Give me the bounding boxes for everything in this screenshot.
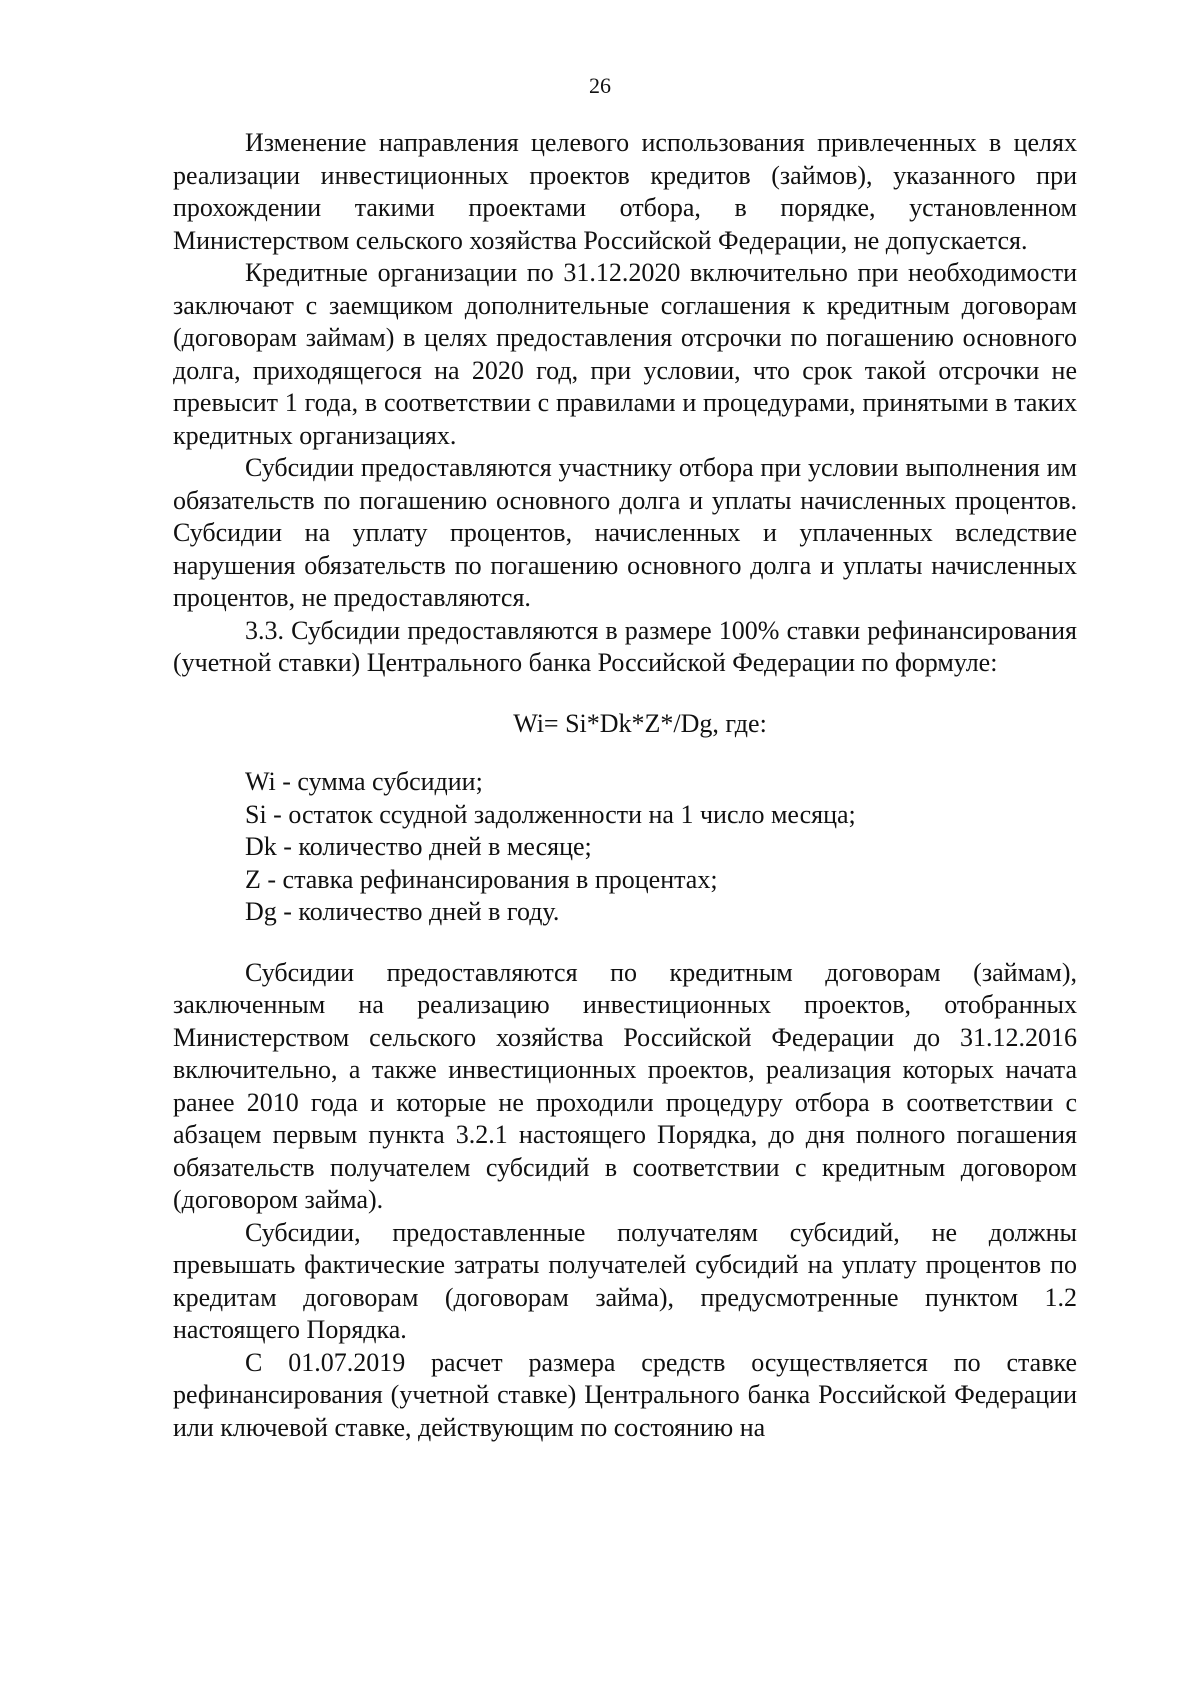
paragraph-target-use-change: Изменение направления целевого использования привлеченных в целях реализации инвестиционных проектов кредитов (займов), указанного при прохождении такими проектами отбора, в порядке, установленном Министерством сельского хозяйства Российской Федерации, не допускается.: [173, 128, 1077, 255]
paragraph-subsidy-conditions: Субсидии предоставляются участнику отбора при условии выполнения им обязательств по погашению основного долга и уплаты начисленных процентов. Субсидии на уплату процентов, начисленных и уплаченных вследствие нарушения обязательств по погашению основного долга и уплаты начисленных процентов, не предоставляются.: [173, 453, 1077, 612]
paragraph-rate-calculation: С 01.07.2019 расчет размера средств осуществляется по ставке рефинансирования (учетной ставке) Центрального банка Российской Федерации или ключевой ставке, действующим по состоянию на: [173, 1347, 1077, 1442]
definition-dk: Dk - количество дней в месяце;: [245, 832, 592, 861]
paragraph-section-3-3: 3.3. Субсидии предоставляются в размере 100% ставки рефинансирования (учетной ставки) Центрального банка Российской Федерации по формуле:: [173, 615, 1077, 677]
paragraph-eligible-contracts: Субсидии предоставляются по кредитным договорам (займам), заключенным на реализацию инвестиционных проектов, отобранных Министерством сельского хозяйства Российской Федерации до 31.12.2016 включительно, а также инвестиционных проектов, реализация которых начата ранее 2010 года и которые не проходили процедуру отбора в соответствии с абзацем первым пункта 3.2.1 настоящего Порядка, до дня полного погашения обязательств получателем субсидий в соответствии с кредитным договором (договором займа).: [173, 957, 1077, 1214]
definition-wi: Wi - сумма субсидии;: [245, 767, 483, 796]
definition-z: Z - ставка рефинансирования в процентах;: [245, 864, 718, 894]
paragraph-credit-deferral: Кредитные организации по 31.12.2020 включительно при необходимости заключают с заемщиком дополнительные соглашения к кредитным договорам (договорам займам) в целях предоставления отсрочки по погашению основного долга, приходящегося на 2020 год, при условии, что срок такой отсрочки не превысит 1 года, в соответствии с правилами и процедурами, принятыми в таких кредитных организациях.: [173, 258, 1077, 450]
subsidy-formula: Wi= Si*Dk*Z*/Dg, где:: [513, 708, 767, 738]
formula-definitions: [173, 766, 1077, 929]
document-body: [173, 127, 1077, 1444]
page-number: 26: [589, 73, 611, 98]
paragraph-subsidy-limit: Субсидии, предоставленные получателям субсидий, не должны превышать фактические затраты получателей субсидий на уплату процентов по кредитам договорам (договорам займа), предусмотренные пунктом 1.2 настоящего Порядка.: [173, 1217, 1077, 1344]
definition-si: Si - остаток ссудной задолженности на 1 число месяца;: [245, 799, 856, 829]
definition-dg: Dg - количество дней в году.: [245, 897, 560, 926]
